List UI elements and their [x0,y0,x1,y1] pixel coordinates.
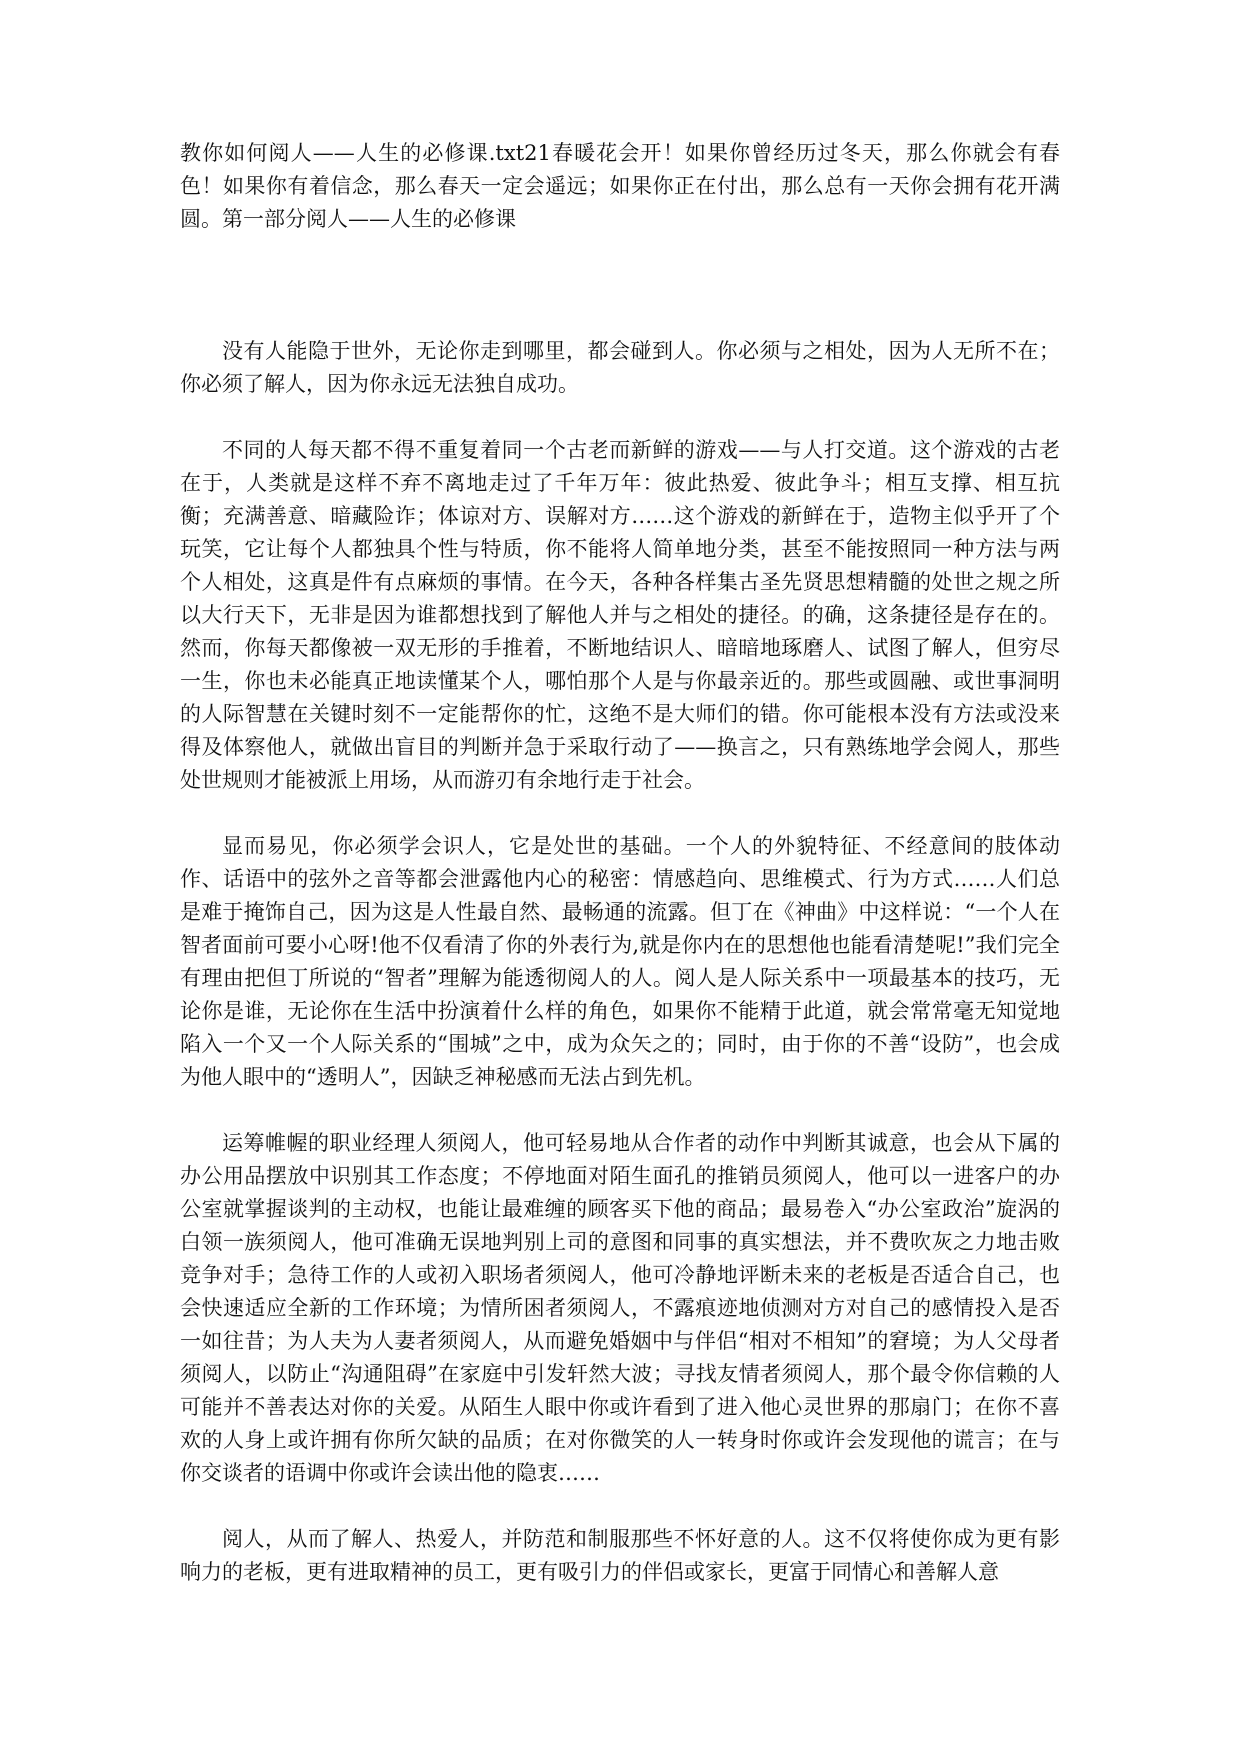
paragraph: 显而易见，你必须学会识人，它是处世的基础。一个人的外貌特征、不经意间的肢体动作、话语中的弦外之音等都会泄露他内心的秘密：情感趋向、思维模式、行为方式……人们总是难于掩饰自己，因为这是人性最自然、最畅通的流露。但丁在《神曲》中这样说：“一个人在智者面前可要小心呀!他不仅看清了你的外表行为,就是你内在的思想他也能看清楚呢!”我们完全有理由把但丁所说的“智者”理解为能透彻阅人的人。阅人是人际关系中一项最基本的技巧，无论你是谁，无论你在生活中扮演着什么样的角色，如果你不能精于此道，就会常常毫无知觉地陷入一个又一个人际关系的“围城”之中，成为众矢之的；同时，由于你的不善“设防”，也会成为他人眼中的“透明人”，因缺乏神秘感而无法占到先机。 [180,834,1060,1089]
document-intro: 教你如何阅人——人生的必修课.txt21春暖花会开！如果你曾经历过冬天，那么你就会有春色！如果你有着信念，那么春天一定会遥远；如果你正在付出，那么总有一天你会拥有花开满圆。第一部分阅人——人生的必修课 [180,141,1060,231]
paragraph: 运筹帷幄的职业经理人须阅人，他可轻易地从合作者的动作中判断其诚意，也会从下属的办公用品摆放中识别其工作态度；不停地面对陌生面孔的推销员须阅人，他可以一进客户的办公室就掌握谈判的主动权，也能让最难缠的顾客买下他的商品；最易卷入“办公室政治”旋涡的白领一族须阅人，他可准确无误地判别上司的意图和同事的真实想法，并不费吹灰之力地击败竞争对手；急待工作的人或初入职场者须阅人，他可冷静地评断未来的老板是否适合自己，也会快速适应全新的工作环境；为情所困者须阅人，不露痕迹地侦测对方对自己的感情投入是否一如往昔；为人夫为人妻者须阅人，从而避免婚姻中与伴侣“相对不相知”的窘境；为人父母者须阅人，以防止“沟通阻碍”在家庭中引发轩然大波；寻找友情者须阅人，那个最令你信赖的人可能并不善表达对你的关爱。从陌生人眼中你或许看到了进入他心灵世界的那扇门；在你不喜欢的人身上或许拥有你所欠缺的品质；在对你微笑的人一转身时你或许会发现他的谎言；在与你交谈者的语调中你或许会读出他的隐衷…… [180,1131,1060,1485]
paragraph: 不同的人每天都不得不重复着同一个古老而新鲜的游戏——与人打交道。这个游戏的古老在于，人类就是这样不弃不离地走过了千年万年：彼此热爱、彼此争斗；相互支撑、相互抗衡；充满善意、暗藏险诈；体谅对方、误解对方……这个游戏的新鲜在于，造物主似乎开了个玩笑，它让每个人都独具个性与特质，你不能将人简单地分类，甚至不能按照同一种方法与两个人相处，这真是件有点麻烦的事情。在今天，各种各样集古圣先贤思想精髓的处世之规之所以大行天下，无非是因为谁都想找到了解他人并与之相处的捷径。的确，这条捷径是存在的。然而，你每天都像被一双无形的手推着，不断地结识人、暗暗地琢磨人、试图了解人，但穷尽一生，你也未必能真正地读懂某个人，哪怕那个人是与你最亲近的。那些或圆融、或世事洞明的人际智慧在关键时刻不一定能帮你的忙，这绝不是大师们的错。你可能根本没有方法或没来得及体察他人，就做出盲目的判断并急于采取行动了——换言之，只有熟练地学会阅人，那些处世规则才能被派上用场，从而游刃有余地行走于社会。 [180,438,1060,792]
paragraph: 没有人能隐于世外，无论你走到哪里，都会碰到人。你必须与之相处，因为人无所不在；你必须了解人，因为你永远无法独自成功。 [180,339,1060,396]
document-body [180,137,1060,1622]
paragraph: 阅人，从而了解人、热爱人，并防范和制服那些不怀好意的人。这不仅将使你成为更有影响力的老板，更有进取精神的员工，更有吸引力的伴侣或家长，更富于同情心和善解人意 [180,1527,1060,1584]
